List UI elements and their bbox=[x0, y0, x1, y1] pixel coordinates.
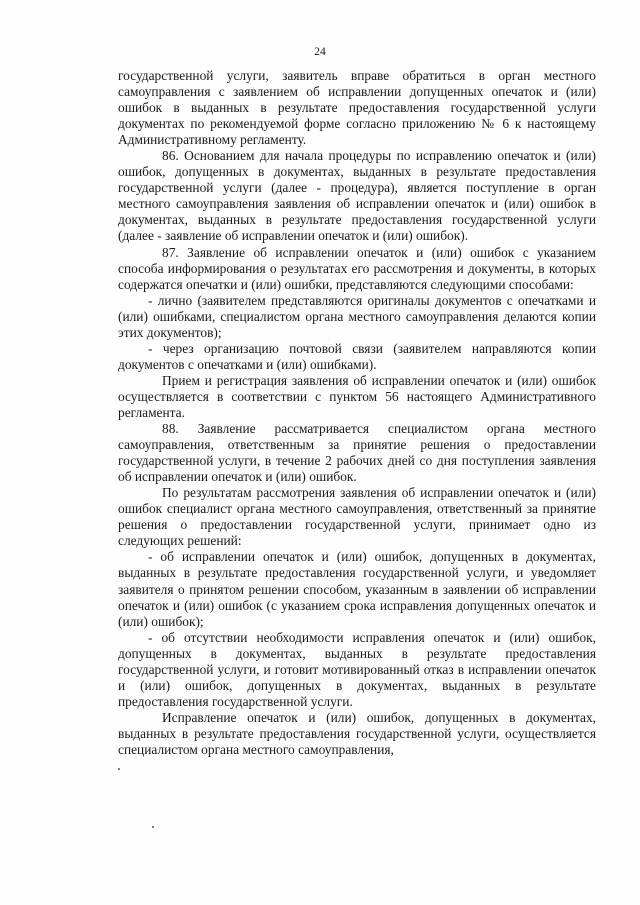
paragraph-87: 87. Заявление об исправлении опечаток и (или) ошибок с указанием способа информирования о результатах его рассмотрения и документы, в которых содержатся опечатки и (или) ошибки, представляются следующими способами: bbox=[118, 244, 596, 292]
list-item-correction-decision: - об исправлении опечаток и (или) ошибок, допущенных в документах, выданных в результате предоставления государственной услуги, и уведомляет заявителя о принятом решении способом, указанным в заявлении об исправлении опечаток и (или) ошибок (с указанием срока исправления допущенных опечаток и (или) ошибок); bbox=[118, 549, 596, 629]
page-number: 24 bbox=[314, 46, 326, 58]
paragraph-continuation: государственной услуги, заявитель вправе обратиться в орган местного самоуправления с заявлением об исправлении допущенных опечаток и (или) ошибок в выданных в результате предоставления государственной услуги документах по рекомендуемой форме согласно приложению № 6 к настоящему Административному регламенту. bbox=[118, 68, 596, 148]
list-item-by-post: - через организацию почтовой связи (заявителем направляются копии документов с опечатками и (или) ошибками). bbox=[118, 340, 596, 372]
paragraph-reception: Прием и регистрация заявления об исправлении опечаток и (или) ошибок осуществляется в соответствии с пунктом 56 настоящего Административного регламента. bbox=[118, 372, 596, 420]
list-item-in-person: - лично (заявителем представляются оригиналы документов с опечатками и (или) ошибками, специалистом органа местного самоуправления делаются копии этих документов); bbox=[118, 292, 596, 340]
scan-speck bbox=[118, 768, 120, 770]
paragraph-correction: Исправление опечаток и (или) ошибок, допущенных в документах, выданных в результате предоставления государственной услуги, осуществляется специалистом органа местного самоуправления, bbox=[118, 709, 596, 757]
paragraph-86: 86. Основанием для начала процедуры по исправлению опечаток и (или) ошибок, допущенных в документах, выданных в результате предоставления государственной услуги (далее - процедура), является поступление в орган местного самоуправления заявления об исправлении опечаток и (или) ошибок в документах, выданных в результате предоставления государственной услуги (далее - заявление об исправлении опечаток и (или) ошибок). bbox=[118, 148, 596, 244]
body-text bbox=[118, 68, 596, 758]
paragraph-review-results: По результатам рассмотрения заявления об исправлении опечаток и (или) ошибок специалист органа местного самоуправления, ответственный за принятие решения о предоставлении государственной услуги, принимает одно из следующих решений: bbox=[118, 485, 596, 549]
list-item-refusal-decision: - об отсутствии необходимости исправления опечаток и (или) ошибок, допущенных в документах, выданных в результате предоставления государственной услуги, и готовит мотивированный отказ в исправлении опечаток и (или) ошибок, допущенных в документах, выданных в результате предоставления государственной услуги. bbox=[118, 629, 596, 709]
scan-speck bbox=[152, 826, 154, 828]
paragraph-88: 88. Заявление рассматривается специалистом органа местного самоуправления, ответственным за принятие решения о предоставлении государственной услуги, в течение 2 рабочих дней со дня поступления заявления об исправлении опечаток и (или) ошибок. bbox=[118, 421, 596, 485]
